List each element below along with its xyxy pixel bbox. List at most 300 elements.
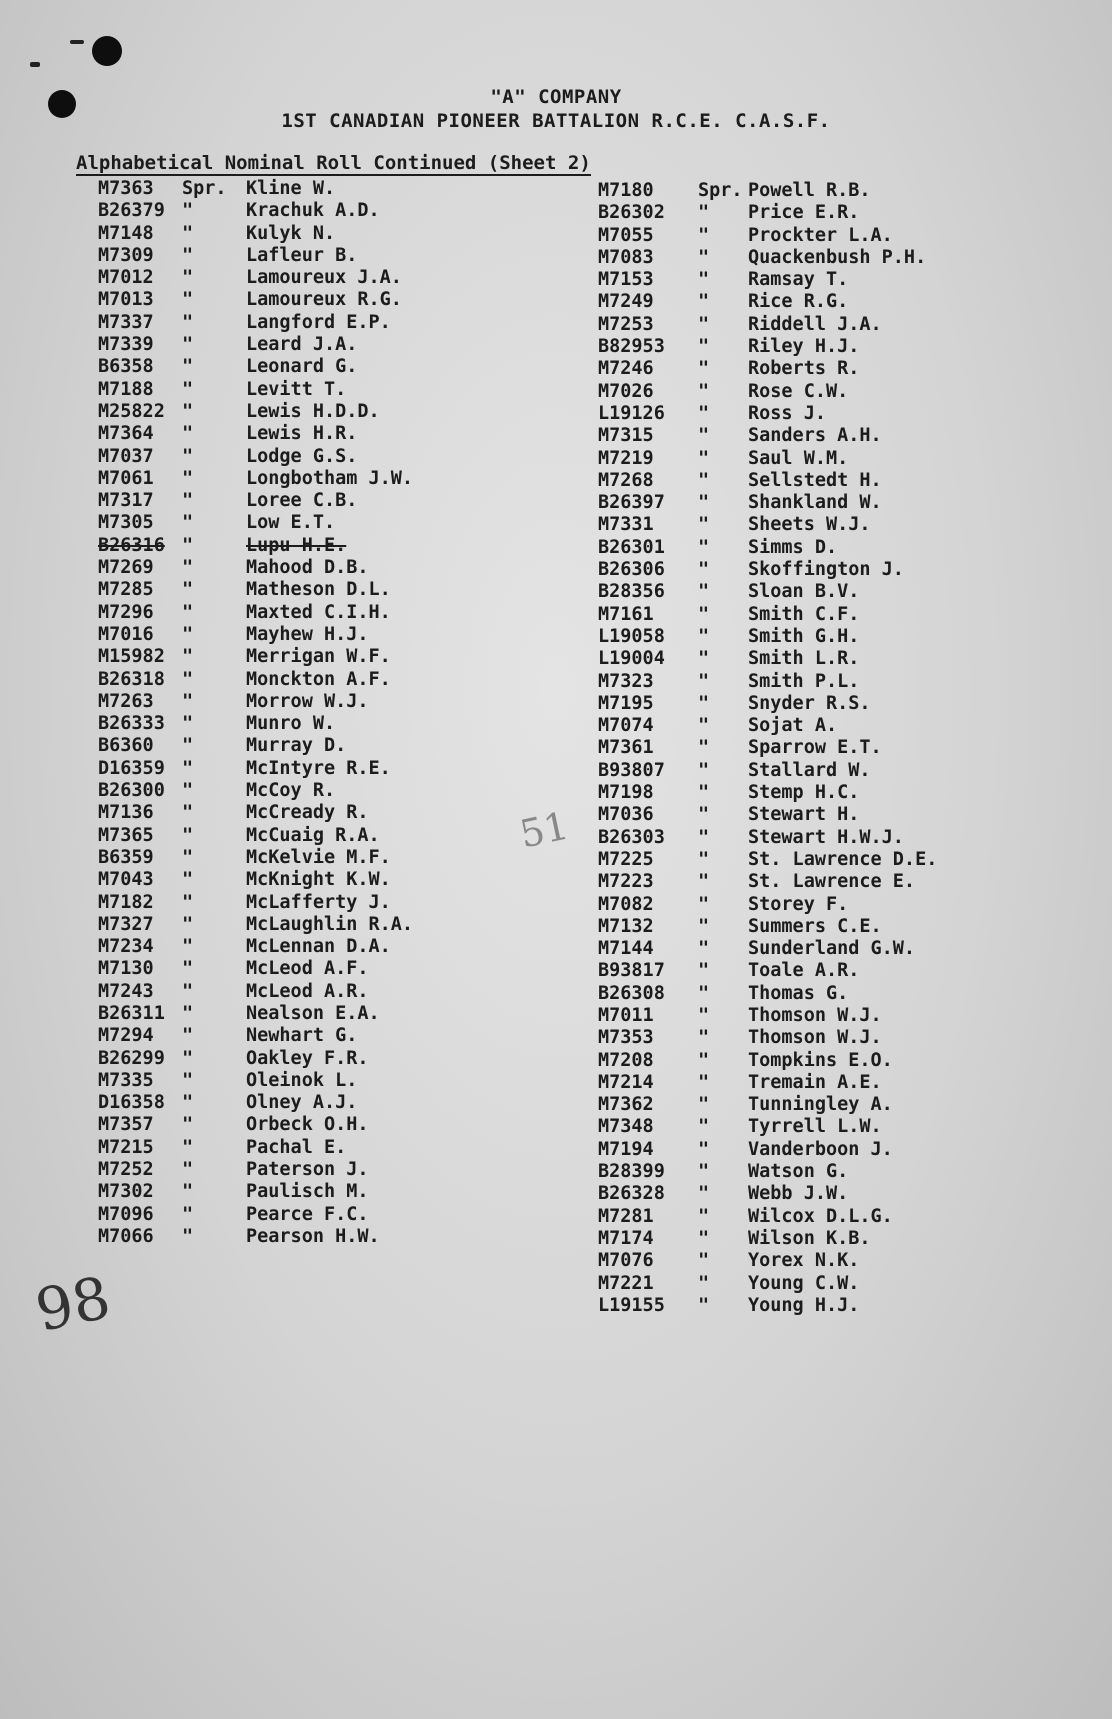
- soldier-name: Smith P.L.: [748, 670, 860, 692]
- soldier-name: Rose C.W.: [748, 380, 849, 402]
- rank: ": [182, 1203, 194, 1225]
- soldier-name: Kulyk N.: [246, 222, 336, 244]
- service-number: M7037: [98, 445, 154, 467]
- service-number: M7013: [98, 289, 154, 311]
- service-number: M7223: [598, 871, 654, 893]
- soldier-name: St. Lawrence E.: [748, 871, 916, 893]
- service-number: M7096: [98, 1203, 154, 1225]
- soldier-name: Webb J.W.: [748, 1183, 849, 1205]
- service-number: M7339: [98, 334, 154, 356]
- service-number: B6359: [98, 846, 154, 868]
- soldier-name: Low E.T.: [246, 512, 336, 534]
- soldier-name: Longbotham J.W.: [246, 467, 414, 489]
- rank: ": [698, 514, 710, 536]
- soldier-name: McIntyre R.E.: [246, 757, 391, 779]
- service-number: M7269: [98, 557, 154, 579]
- soldier-name: Tyrrell L.W.: [748, 1116, 882, 1138]
- service-number: D16359: [98, 757, 165, 779]
- rank: ": [182, 557, 194, 579]
- soldier-name: Price E.R.: [748, 202, 860, 224]
- service-number: M7365: [98, 824, 154, 846]
- service-number: M7268: [598, 469, 654, 491]
- service-number: B6358: [98, 356, 154, 378]
- rank: ": [698, 1227, 710, 1249]
- service-number: M7195: [598, 692, 654, 714]
- soldier-name: Pearson H.W.: [246, 1225, 380, 1247]
- rank: ": [698, 625, 710, 647]
- rank: ": [698, 269, 710, 291]
- soldier-name: Mayhew H.J.: [246, 623, 369, 645]
- service-number: M7323: [598, 670, 654, 692]
- soldier-name: McLennan D.A.: [246, 936, 391, 958]
- rank: ": [698, 559, 710, 581]
- soldier-name: Thomson W.J.: [748, 1027, 882, 1049]
- service-number: M7182: [98, 891, 154, 913]
- service-number: B26333: [98, 713, 165, 735]
- soldier-name: Yorex N.K.: [748, 1250, 860, 1272]
- rank: ": [698, 425, 710, 447]
- rank: ": [698, 492, 710, 514]
- service-number: M7215: [98, 1136, 154, 1158]
- soldier-name: Lewis H.R.: [246, 423, 358, 445]
- rank: ": [698, 202, 710, 224]
- rank: ": [182, 936, 194, 958]
- service-number: M7263: [98, 690, 154, 712]
- soldier-name: Lamoureux J.A.: [246, 267, 402, 289]
- service-number: M7357: [98, 1114, 154, 1136]
- rank: ": [698, 224, 710, 246]
- soldier-name: Riddell J.A.: [748, 313, 882, 335]
- service-number: B26300: [98, 780, 165, 802]
- rank: ": [698, 447, 710, 469]
- soldier-name: Sanders A.H.: [748, 425, 882, 447]
- soldier-name: McKelvie M.F.: [246, 846, 391, 868]
- service-number: B28356: [598, 581, 665, 603]
- rank: ": [182, 200, 194, 222]
- rank: ": [182, 601, 194, 623]
- rank: ": [698, 313, 710, 335]
- soldier-name: Tremain A.E.: [748, 1071, 882, 1093]
- service-number: M7246: [598, 358, 654, 380]
- service-number: M7055: [598, 224, 654, 246]
- service-number: M7317: [98, 490, 154, 512]
- service-number: M7148: [98, 222, 154, 244]
- rank: ": [182, 891, 194, 913]
- rank: Spr.: [182, 178, 227, 199]
- service-number: B26316: [98, 534, 165, 556]
- soldier-name: Krachuk A.D.: [246, 200, 380, 222]
- service-number: M7194: [598, 1138, 654, 1160]
- soldier-name: Stemp H.C.: [748, 782, 860, 804]
- soldier-name: Orbeck O.H.: [246, 1114, 369, 1136]
- service-number: M7361: [598, 737, 654, 759]
- rank: ": [698, 1138, 710, 1160]
- soldier-name: Lamoureux R.G.: [246, 289, 402, 311]
- rank: ": [182, 1114, 194, 1136]
- service-number: B26318: [98, 668, 165, 690]
- rank: ": [698, 291, 710, 313]
- soldier-name: Sellstedt H.: [748, 469, 882, 491]
- rank: ": [182, 400, 194, 422]
- service-number: D16358: [98, 1092, 165, 1114]
- rank: ": [698, 336, 710, 358]
- handwritten-tally: 51: [515, 803, 573, 857]
- soldier-name: Pachal E.: [246, 1136, 347, 1158]
- service-number: M7188: [98, 378, 154, 400]
- soldier-name: Sojat A.: [748, 715, 838, 737]
- soldier-name: Tunningley A.: [748, 1094, 893, 1116]
- soldier-name: Wilson K.B.: [748, 1227, 871, 1249]
- rank: ": [182, 356, 194, 378]
- service-number: M7219: [598, 447, 654, 469]
- rank: ": [698, 1116, 710, 1138]
- soldier-name: Sunderland G.W.: [748, 938, 916, 960]
- rank: ": [182, 735, 194, 757]
- company-heading: "A" COMPANY: [490, 86, 622, 108]
- service-number: M7309: [98, 244, 154, 266]
- rank: ": [182, 1047, 194, 1069]
- service-number: M7234: [98, 936, 154, 958]
- rank: ": [182, 1181, 194, 1203]
- rank: ": [182, 1225, 194, 1247]
- soldier-name: Monckton A.F.: [246, 668, 391, 690]
- rank: Spr.: [698, 180, 743, 201]
- soldier-name: Storey F.: [748, 893, 849, 915]
- soldier-name: Smith C.F.: [748, 603, 860, 625]
- punch-hole-top: [92, 36, 122, 66]
- soldier-name: Sparrow E.T.: [748, 737, 882, 759]
- soldier-name: McLeod A.R.: [246, 980, 369, 1002]
- rank: ": [182, 378, 194, 400]
- soldier-name: Leonard G.: [246, 356, 358, 378]
- service-number: L19155: [598, 1294, 665, 1316]
- service-number: M7130: [98, 958, 154, 980]
- service-number: M7180: [598, 180, 654, 201]
- service-number: M7364: [98, 423, 154, 445]
- soldier-name: Young H.J.: [748, 1294, 860, 1316]
- sheet-title: Alphabetical Nominal Roll Continued (Sheet 2): [76, 152, 591, 174]
- rank: ": [698, 358, 710, 380]
- service-number: M7353: [598, 1027, 654, 1049]
- soldier-name: Merrigan W.F.: [246, 646, 391, 668]
- soldier-name: Simms D.: [748, 536, 838, 558]
- soldier-name: Toale A.R.: [748, 960, 860, 982]
- rank: ": [698, 960, 710, 982]
- rank: ": [182, 690, 194, 712]
- service-number: M7074: [598, 715, 654, 737]
- soldier-name: Summers C.E.: [748, 915, 882, 937]
- service-number: L19004: [598, 648, 665, 670]
- rank: ": [698, 938, 710, 960]
- soldier-name: Lewis H.D.D.: [246, 400, 380, 422]
- rank: ": [182, 311, 194, 333]
- rank: ": [182, 1025, 194, 1047]
- service-number: M7076: [598, 1250, 654, 1272]
- service-number: M7066: [98, 1225, 154, 1247]
- service-number: M7363: [98, 178, 154, 199]
- service-number: M7348: [598, 1116, 654, 1138]
- soldier-name: Morrow W.J.: [246, 690, 369, 712]
- battalion-heading: 1ST CANADIAN PIONEER BATTALION R.C.E. C.A.S.F.: [281, 110, 831, 132]
- rank: ": [182, 713, 194, 735]
- service-number: M7302: [98, 1181, 154, 1203]
- rank: ": [182, 757, 194, 779]
- soldier-name: Vanderboon J.: [748, 1138, 893, 1160]
- rank: ": [182, 1092, 194, 1114]
- ink-speck: [70, 40, 84, 44]
- service-number: M7337: [98, 311, 154, 333]
- soldier-name: Maxted C.I.H.: [246, 601, 391, 623]
- rank: ": [698, 982, 710, 1004]
- soldier-name: Prockter L.A.: [748, 224, 893, 246]
- soldier-name: Murray D.: [246, 735, 347, 757]
- service-number: B26301: [598, 536, 665, 558]
- service-number: B26308: [598, 982, 665, 1004]
- rank: ": [698, 848, 710, 870]
- soldier-name: Sloan B.V.: [748, 581, 860, 603]
- rank: ": [182, 490, 194, 512]
- soldier-name: Oleinok L.: [246, 1069, 358, 1091]
- service-number: B6360: [98, 735, 154, 757]
- rank: ": [182, 780, 194, 802]
- soldier-name: Watson G.: [748, 1161, 849, 1183]
- soldier-name: Nealson E.A.: [246, 1002, 380, 1024]
- service-number: B93807: [598, 759, 665, 781]
- service-number: B93817: [598, 960, 665, 982]
- soldier-name: Powell R.B.: [748, 180, 871, 201]
- service-number: M7335: [98, 1069, 154, 1091]
- service-number: M7315: [598, 425, 654, 447]
- rank: ": [698, 1294, 710, 1316]
- soldier-name: Smith L.R.: [748, 648, 860, 670]
- rank: ": [698, 915, 710, 937]
- rank: ": [698, 1004, 710, 1026]
- rank: ": [182, 267, 194, 289]
- service-number: M7016: [98, 623, 154, 645]
- rank: ": [698, 1205, 710, 1227]
- soldier-name: McKnight K.W.: [246, 869, 391, 891]
- rank: ": [698, 603, 710, 625]
- service-number: M25822: [98, 400, 165, 422]
- soldier-name: Stallard W.: [748, 759, 871, 781]
- soldier-name: Pearce F.C.: [246, 1203, 369, 1225]
- soldier-name: McLafferty J.: [246, 891, 391, 913]
- rank: ": [698, 536, 710, 558]
- rank: ": [698, 380, 710, 402]
- service-number: M7214: [598, 1071, 654, 1093]
- soldier-name: Quackenbush P.H.: [748, 246, 927, 268]
- rank: ": [698, 648, 710, 670]
- rank: ": [698, 871, 710, 893]
- rank: ": [182, 467, 194, 489]
- soldier-name: Riley H.J.: [748, 336, 860, 358]
- rank: ": [182, 423, 194, 445]
- rank: ": [698, 246, 710, 268]
- service-number: M7043: [98, 869, 154, 891]
- rank: ": [698, 826, 710, 848]
- rank: ": [698, 893, 710, 915]
- rank: ": [182, 512, 194, 534]
- rank: ": [182, 623, 194, 645]
- soldier-name: McLaughlin R.A.: [246, 913, 414, 935]
- soldier-name: Loree C.B.: [246, 490, 358, 512]
- rank: ": [182, 1136, 194, 1158]
- service-number: B26299: [98, 1047, 165, 1069]
- rank: ": [182, 846, 194, 868]
- rank: ": [698, 715, 710, 737]
- soldier-name: McLeod A.F.: [246, 958, 369, 980]
- service-number: M7221: [598, 1272, 654, 1294]
- rank: ": [698, 1250, 710, 1272]
- rank: ": [698, 804, 710, 826]
- service-number: M7011: [598, 1004, 654, 1026]
- soldier-name: Smith G.H.: [748, 625, 860, 647]
- service-number: M7294: [98, 1025, 154, 1047]
- soldier-name: Leard J.A.: [246, 334, 358, 356]
- service-number: M7253: [598, 313, 654, 335]
- service-number: M7144: [598, 938, 654, 960]
- rank: ": [182, 646, 194, 668]
- rank: ": [182, 913, 194, 935]
- soldier-name: Paulisch M.: [246, 1181, 369, 1203]
- service-number: M7132: [598, 915, 654, 937]
- soldier-name: McCready R.: [246, 802, 369, 824]
- soldier-name: McCoy R.: [246, 780, 336, 802]
- soldier-name: Skoffington J.: [748, 559, 904, 581]
- rank: ": [182, 958, 194, 980]
- service-number: M7249: [598, 291, 654, 313]
- soldier-name: Ross J.: [748, 402, 826, 424]
- service-number: M7153: [598, 269, 654, 291]
- rank: ": [698, 759, 710, 781]
- service-number: M7061: [98, 467, 154, 489]
- rank: ": [698, 670, 710, 692]
- service-number: B28399: [598, 1161, 665, 1183]
- soldier-name: Levitt T.: [246, 378, 347, 400]
- soldier-name: Shankland W.: [748, 492, 882, 514]
- rank: ": [182, 579, 194, 601]
- rank: ": [698, 1272, 710, 1294]
- rank: ": [698, 402, 710, 424]
- soldier-name: Matheson D.L.: [246, 579, 391, 601]
- service-number: M7281: [598, 1205, 654, 1227]
- rank: ": [698, 1183, 710, 1205]
- service-number: B26306: [598, 559, 665, 581]
- service-number: M7305: [98, 512, 154, 534]
- soldier-name: Sheets W.J.: [748, 514, 871, 536]
- rank: ": [182, 445, 194, 467]
- service-number: M7036: [598, 804, 654, 826]
- rank: ": [182, 802, 194, 824]
- service-number: M7082: [598, 893, 654, 915]
- service-number: M7331: [598, 514, 654, 536]
- soldier-name: Langford E.P.: [246, 311, 391, 333]
- service-number: M7252: [98, 1159, 154, 1181]
- rank: ": [182, 289, 194, 311]
- rank: ": [182, 334, 194, 356]
- service-number: M7136: [98, 802, 154, 824]
- service-number: M7285: [98, 579, 154, 601]
- soldier-name: Wilcox D.L.G.: [748, 1205, 893, 1227]
- rank: ": [182, 869, 194, 891]
- rank: ": [698, 737, 710, 759]
- service-number: B26311: [98, 1002, 165, 1024]
- soldier-name: Thomson W.J.: [748, 1004, 882, 1026]
- ink-speck: [30, 62, 40, 67]
- service-number: M7327: [98, 913, 154, 935]
- soldier-name: Young C.W.: [748, 1272, 860, 1294]
- rank: ": [182, 824, 194, 846]
- service-number: L19058: [598, 625, 665, 647]
- service-number: B26302: [598, 202, 665, 224]
- soldier-name: Thomas G.: [748, 982, 849, 1004]
- service-number: M7026: [598, 380, 654, 402]
- rank: ": [698, 1094, 710, 1116]
- rank: ": [182, 244, 194, 266]
- soldier-name: Paterson J.: [246, 1159, 369, 1181]
- soldier-name: Olney A.J.: [246, 1092, 358, 1114]
- soldier-name: Munro W.: [246, 713, 336, 735]
- soldier-name: Lupu H.E.: [246, 534, 347, 556]
- rank: ": [698, 1161, 710, 1183]
- rank: ": [698, 782, 710, 804]
- rank: ": [698, 692, 710, 714]
- soldier-name: Stewart H.W.J.: [748, 826, 904, 848]
- service-number: M7174: [598, 1227, 654, 1249]
- service-number: M7362: [598, 1094, 654, 1116]
- soldier-name: Oakley F.R.: [246, 1047, 369, 1069]
- service-number: M7161: [598, 603, 654, 625]
- service-number: M7012: [98, 267, 154, 289]
- soldier-name: Snyder R.S.: [748, 692, 871, 714]
- service-number: B26379: [98, 200, 165, 222]
- service-number: M7208: [598, 1049, 654, 1071]
- service-number: B26303: [598, 826, 665, 848]
- rank: ": [698, 1049, 710, 1071]
- service-number: L19126: [598, 402, 665, 424]
- soldier-name: Newhart G.: [246, 1025, 358, 1047]
- rank: ": [182, 1159, 194, 1181]
- service-number: M7296: [98, 601, 154, 623]
- soldier-name: Mahood D.B.: [246, 557, 369, 579]
- soldier-name: Roberts R.: [748, 358, 860, 380]
- soldier-name: Stewart H.: [748, 804, 860, 826]
- soldier-name: Rice R.G.: [748, 291, 849, 313]
- service-number: M7225: [598, 848, 654, 870]
- rank: ": [698, 469, 710, 491]
- service-number: M7083: [598, 246, 654, 268]
- handwritten-page-number: 98: [29, 1263, 117, 1345]
- soldier-name: Lafleur B.: [246, 244, 358, 266]
- rank: ": [182, 222, 194, 244]
- rank: ": [182, 1002, 194, 1024]
- service-number: B26328: [598, 1183, 665, 1205]
- rank: ": [698, 1071, 710, 1093]
- soldier-name: Ramsay T.: [748, 269, 849, 291]
- soldier-name: McCuaig R.A.: [246, 824, 380, 846]
- soldier-name: Kline W.: [246, 178, 336, 199]
- rank: ": [698, 1027, 710, 1049]
- rank: ": [698, 581, 710, 603]
- rank: ": [182, 1069, 194, 1091]
- service-number: B82953: [598, 336, 665, 358]
- soldier-name: Saul W.M.: [748, 447, 849, 469]
- service-number: B26397: [598, 492, 665, 514]
- rank: ": [182, 668, 194, 690]
- soldier-name: Tompkins E.O.: [748, 1049, 893, 1071]
- soldier-name: St. Lawrence D.E.: [748, 848, 938, 870]
- rank: ": [182, 980, 194, 1002]
